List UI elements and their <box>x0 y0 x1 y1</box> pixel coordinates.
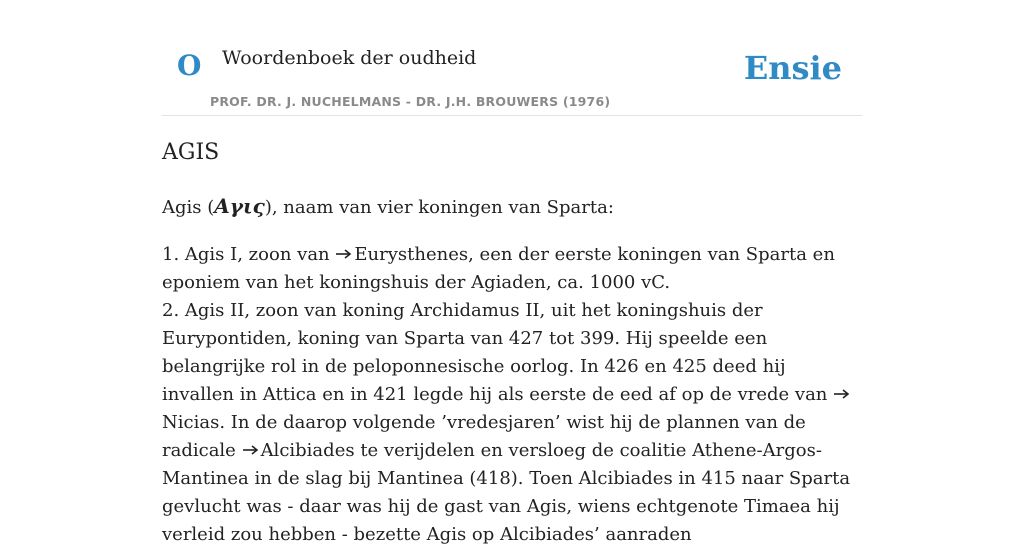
link-eurysthenes[interactable]: Eurysthenes <box>354 244 469 265</box>
item2-text-part2: . In de daarop volgende ’vredesjaren’ wist hij de plannen van de radicale <box>162 412 806 461</box>
ensie-logo[interactable]: Ensie <box>743 49 842 87</box>
index-letter[interactable]: O <box>177 49 202 82</box>
link-nicias[interactable]: Nicias <box>162 412 220 433</box>
item2-text-part3: te verijdelen en versloeg de coalitie Athene-Argos-Mantinea in de slag bij Mantinea (418). Toen Alcibiades in 415 naar Sparta gevlucht was - daar was hij de gast van Agis, wiens echtgenote Timaea hij verleid zou hebben - bezette Agis op Alcibiades’ aanraden <box>162 440 851 545</box>
item1-text-before: 1. Agis I, zoon van <box>162 244 336 265</box>
list-item-2 <box>162 297 862 549</box>
entry-list <box>162 241 862 549</box>
book-title[interactable]: Woordenboek der oudheid <box>222 47 477 69</box>
arrow-right-icon <box>336 249 352 259</box>
item2-text-part1: 2. Agis II, zoon van koning Archidamus II, uit het koningshuis der Eurypontiden, koning van Sparta van 427 tot 399. Hij speelde een belangrijke rol in de peloponnesische oorlog. In 426 en 425 deed hij invallen in Attica en in 421 legde hij als eerste de eed af op de vrede van <box>162 300 834 405</box>
intro-text-after: ), naam van vier koningen van Sparta: <box>264 197 614 218</box>
link-alcibiades[interactable]: Alcibiades <box>260 440 355 461</box>
item1-text-after: , een der eerste koningen van Sparta en eponiem van het koningshuis der Agiaden, ca. 1000 vC. <box>162 244 835 293</box>
book-authors: PROF. DR. J. NUCHELMANS - DR. J.H. BROUWERS (1976) <box>210 94 611 109</box>
arrow-right-icon <box>834 389 850 399</box>
entry-headword: AGIS <box>162 140 220 165</box>
arrow-right-icon <box>243 445 259 455</box>
greek-name: Αγις <box>214 194 265 218</box>
entry-body <box>162 192 862 549</box>
entry-intro <box>162 192 862 222</box>
list-item-1 <box>162 241 862 297</box>
intro-text-before: Agis ( <box>162 197 215 218</box>
page-header <box>162 40 862 116</box>
